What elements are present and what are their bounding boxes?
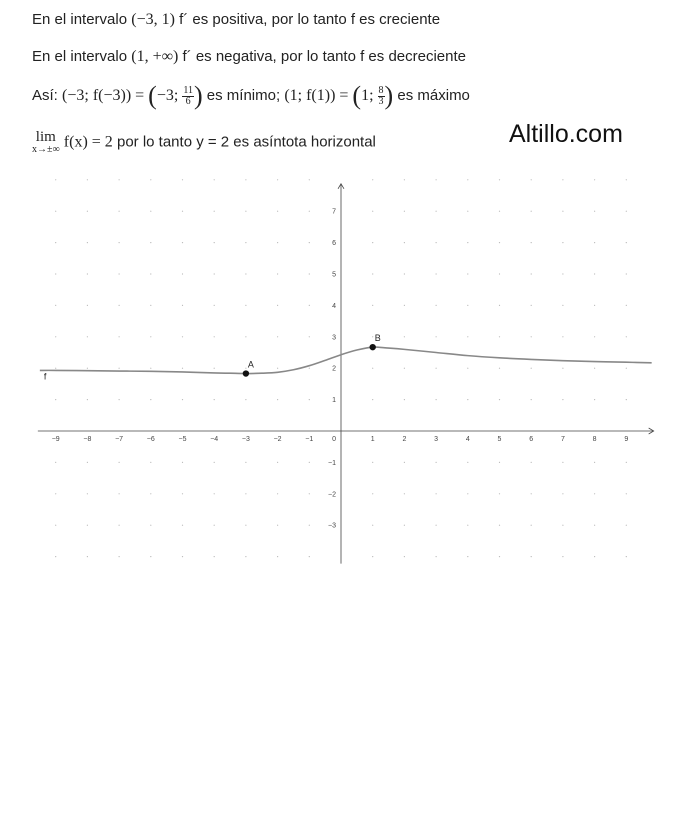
grid-dot	[372, 368, 373, 369]
grid-dot	[55, 462, 56, 463]
grid-dot	[626, 399, 627, 400]
grid-dot	[87, 179, 88, 180]
grid-dot	[372, 462, 373, 463]
x-tick-label: −8	[83, 436, 92, 443]
grid-dot	[562, 336, 563, 337]
grid-dot	[309, 525, 310, 526]
grid-dot	[531, 179, 532, 180]
grid-dot	[499, 556, 500, 557]
y-tick-label: 2	[332, 365, 336, 373]
x-tick-label: −9	[51, 436, 60, 443]
grid-dot	[626, 368, 627, 369]
x-tick-label: −3	[241, 436, 250, 443]
grid-dot	[467, 179, 468, 180]
grid-dot	[499, 368, 500, 369]
grid-dot	[277, 525, 278, 526]
line3-prefix: Así:	[32, 86, 63, 104]
grid-dot	[150, 305, 151, 306]
grid-dot	[467, 556, 468, 557]
y-tick-label: 4	[332, 302, 336, 310]
grid-dot	[245, 242, 246, 243]
grid-dot	[404, 462, 405, 463]
grid-dot	[499, 305, 500, 306]
grid-dot	[309, 242, 310, 243]
grid-dot	[150, 336, 151, 337]
grid-dot	[531, 462, 532, 463]
grid-dot	[119, 336, 120, 337]
grid-dot	[119, 525, 120, 526]
line1-interval: (−3, 1)	[131, 11, 175, 28]
grid-dot	[277, 493, 278, 494]
grid-dot	[562, 211, 563, 212]
grid-dot	[531, 273, 532, 274]
y-tick-label: −3	[328, 522, 336, 530]
limit-expression: f(x) = 2	[63, 133, 113, 151]
grid-dot	[119, 179, 120, 180]
grid-dot	[372, 399, 373, 400]
grid-dot	[594, 525, 595, 526]
grid-dot	[214, 336, 215, 337]
grid-dot	[150, 242, 151, 243]
grid-dot	[594, 179, 595, 180]
watermark-logo: Altillo.com	[509, 120, 623, 148]
axes	[38, 184, 654, 564]
grid-dot	[309, 273, 310, 274]
grid-dot	[626, 556, 627, 557]
grid-dot	[499, 179, 500, 180]
grid-dot	[531, 556, 532, 557]
grid-dot	[467, 493, 468, 494]
grid-dot	[309, 179, 310, 180]
grid-dot	[309, 336, 310, 337]
grid-dot	[87, 493, 88, 494]
grid-dot	[87, 525, 88, 526]
grid-dot	[594, 211, 595, 212]
text-line-creciente	[32, 11, 440, 29]
grid-dot	[150, 179, 151, 180]
line2-prefix: En el intervalo	[32, 48, 132, 65]
fraction-8-3: $\frac{8}{3}$	[378, 84, 384, 107]
grid-dot	[562, 399, 563, 400]
grid-dot	[55, 305, 56, 306]
y-tick-label: 1	[332, 397, 336, 405]
grid-dot	[562, 305, 563, 306]
text-line-asintota	[32, 130, 376, 155]
curves	[40, 347, 652, 381]
grid-dot	[626, 525, 627, 526]
grid-dot	[594, 556, 595, 557]
grid-dot	[214, 368, 215, 369]
grid-dot	[150, 368, 151, 369]
grid-dot	[214, 305, 215, 306]
x-tick-label: −7	[115, 436, 124, 443]
grid-dot	[436, 242, 437, 243]
grid-dot	[214, 179, 215, 180]
grid-dot	[55, 273, 56, 274]
tick-labels	[52, 209, 629, 530]
grid-dot	[87, 368, 88, 369]
grid-dot	[372, 556, 373, 557]
grid-dot	[626, 493, 627, 494]
grid-dot	[562, 462, 563, 463]
line3-max-point: (1; f(1)) =	[284, 86, 353, 104]
grid-dot	[87, 399, 88, 400]
grid-dot	[467, 525, 468, 526]
x-tick-label: −5	[178, 436, 187, 443]
line3-suffix: es máximo	[393, 86, 470, 104]
grid-dot	[531, 368, 532, 369]
grid-dot	[182, 525, 183, 526]
grid-dot	[594, 462, 595, 463]
grid-dot	[119, 273, 120, 274]
grid-dot	[531, 399, 532, 400]
function-graph	[0, 170, 700, 565]
grid-dot	[436, 211, 437, 212]
grid-dot	[119, 399, 120, 400]
grid-dot	[626, 305, 627, 306]
grid-dot	[277, 399, 278, 400]
grid-dot	[372, 179, 373, 180]
grid-dot	[245, 273, 246, 274]
grid-dot	[594, 305, 595, 306]
grid-dot	[150, 525, 151, 526]
grid-dot	[182, 556, 183, 557]
grid-dot	[277, 336, 278, 337]
x-tick-label: −6	[146, 436, 155, 443]
grid-dot	[182, 493, 183, 494]
grid-dot	[562, 179, 563, 180]
grid-dot	[404, 493, 405, 494]
grid-dot	[55, 368, 56, 369]
grid-dot	[277, 179, 278, 180]
grid-dot	[245, 462, 246, 463]
grid-dot	[55, 336, 56, 337]
grid-dot	[55, 211, 56, 212]
grid-dot	[277, 556, 278, 557]
grid-dot	[87, 305, 88, 306]
line3-min-point: (−3; f(−3)) =	[62, 86, 149, 104]
grid-dot	[277, 273, 278, 274]
line2-suffix: f´ es negativa, por lo tanto f es decreciente	[178, 48, 466, 65]
grid-dot	[245, 211, 246, 212]
grid-dot	[594, 336, 595, 337]
y-tick-label: 3	[332, 334, 336, 342]
grid-dot	[372, 493, 373, 494]
x-tick-label: 9	[624, 436, 629, 443]
grid-dot	[214, 242, 215, 243]
grid-dot	[467, 211, 468, 212]
grid-dot	[245, 179, 246, 180]
grid-dot	[87, 211, 88, 212]
grid-dot	[404, 242, 405, 243]
point-label-A: A	[247, 359, 254, 370]
curve-label-f: f	[43, 371, 47, 382]
grid-dot	[404, 305, 405, 306]
grid-dot	[626, 462, 627, 463]
grid-dot	[214, 273, 215, 274]
grid-dot	[55, 242, 56, 243]
grid-dot	[119, 368, 120, 369]
line4-suffix: por lo tanto y = 2 es asíntota horizontal	[112, 133, 376, 151]
line1-prefix: En el intervalo	[32, 11, 132, 28]
points	[243, 333, 381, 377]
grid-dot	[562, 556, 563, 557]
grid-dot	[499, 399, 500, 400]
x-tick-label: 2	[402, 436, 407, 443]
grid-dot	[309, 399, 310, 400]
grid-dot	[436, 556, 437, 557]
grid-dot	[372, 305, 373, 306]
grid-dot	[87, 242, 88, 243]
grid-dot	[626, 179, 627, 180]
line3-max-x: 1;	[361, 86, 378, 104]
grid-dot	[277, 211, 278, 212]
grid-dot	[372, 336, 373, 337]
grid-dot	[404, 273, 405, 274]
grid-dot	[562, 493, 563, 494]
grid-dot	[372, 242, 373, 243]
grid-dot	[55, 399, 56, 400]
grid-dot	[562, 525, 563, 526]
line3-middle: es mínimo;	[202, 86, 285, 104]
grid-dot	[214, 399, 215, 400]
grid-dot	[594, 493, 595, 494]
grid-dot	[87, 556, 88, 557]
grid-dot	[436, 399, 437, 400]
grid-dot	[150, 211, 151, 212]
grid-dot	[594, 273, 595, 274]
grid-dot	[499, 493, 500, 494]
grid-dot	[309, 462, 310, 463]
grid-dot	[119, 305, 120, 306]
grid-dot	[594, 368, 595, 369]
grid-dot	[245, 368, 246, 369]
x-tick-label: 4	[465, 436, 470, 443]
grid-dot	[531, 493, 532, 494]
grid-dot	[182, 336, 183, 337]
grid-dot	[467, 273, 468, 274]
grid-dot	[531, 525, 532, 526]
line3-min-x: −3;	[156, 86, 183, 104]
grid-dot	[277, 462, 278, 463]
grid-dot	[499, 273, 500, 274]
grid-dot	[626, 273, 627, 274]
grid-dot	[182, 211, 183, 212]
grid-dot	[309, 493, 310, 494]
grid-dot	[245, 399, 246, 400]
grid-dot	[436, 179, 437, 180]
grid-dot	[150, 462, 151, 463]
grid-dot	[150, 493, 151, 494]
grid-dot	[55, 556, 56, 557]
grid-dot	[626, 211, 627, 212]
point-B	[370, 344, 376, 350]
grid-dot	[499, 336, 500, 337]
grid-dot	[182, 179, 183, 180]
grid-dot	[436, 525, 437, 526]
grid-dot	[436, 336, 437, 337]
grid-dot	[182, 462, 183, 463]
x-tick-label: −2	[273, 436, 282, 443]
grid-dot	[404, 399, 405, 400]
grid-dot	[277, 305, 278, 306]
grid-dot	[436, 368, 437, 369]
grid-dot	[436, 462, 437, 463]
grid-dot	[531, 336, 532, 337]
grid-dot	[309, 368, 310, 369]
grid-dot	[436, 305, 437, 306]
text-line-decreciente	[32, 48, 466, 66]
y-tick-label: 6	[332, 240, 336, 248]
line1-suffix: f´ es positiva, por lo tanto f es creciente	[174, 11, 441, 28]
grid-dot	[467, 305, 468, 306]
grid-dot	[467, 399, 468, 400]
grid-dot	[499, 242, 500, 243]
grid-dot	[214, 462, 215, 463]
grid-dot	[119, 556, 120, 557]
y-tick-label: −1	[328, 459, 336, 467]
grid-dot	[404, 556, 405, 557]
grid-dot	[562, 368, 563, 369]
y-tick-label: 5	[332, 271, 336, 279]
origin-label: 0	[332, 436, 336, 443]
grid-dot	[277, 368, 278, 369]
grid-dot	[55, 493, 56, 494]
grid-dot	[309, 211, 310, 212]
x-tick-label: −4	[210, 436, 219, 443]
grid-dot	[55, 179, 56, 180]
grid-dot	[182, 305, 183, 306]
grid-dot	[87, 462, 88, 463]
x-tick-label: 7	[560, 436, 565, 443]
grid-dot	[626, 242, 627, 243]
grid-dot	[150, 399, 151, 400]
grid-dot	[277, 242, 278, 243]
grid-dot	[87, 273, 88, 274]
grid-dot	[214, 556, 215, 557]
fraction-11-6: $\frac{11}{6}$	[183, 84, 193, 107]
grid-dot	[404, 525, 405, 526]
limit-notation: lim x→±∞	[32, 129, 60, 155]
grid-dot	[214, 525, 215, 526]
grid-dot	[499, 211, 500, 212]
grid-dot	[182, 368, 183, 369]
grid-dot	[531, 242, 532, 243]
grid-dot	[309, 556, 310, 557]
grid-dot	[404, 336, 405, 337]
point-label-B: B	[374, 333, 381, 344]
grid-dot	[87, 336, 88, 337]
grid-dot	[119, 211, 120, 212]
y-tick-label: −2	[328, 491, 336, 499]
curve-f	[40, 347, 652, 373]
grid-dot	[531, 211, 532, 212]
y-tick-label: 7	[332, 208, 336, 216]
grid-dot	[245, 556, 246, 557]
grid-dot	[436, 273, 437, 274]
x-tick-label: 1	[370, 436, 375, 443]
grid-dot	[372, 211, 373, 212]
x-tick-label: 3	[434, 436, 439, 443]
grid-dot	[404, 368, 405, 369]
grid-dot	[119, 462, 120, 463]
grid-dot	[150, 273, 151, 274]
grid-dot	[245, 305, 246, 306]
grid-dot	[55, 525, 56, 526]
grid-dot	[626, 336, 627, 337]
grid-dot	[119, 242, 120, 243]
grid-dot	[499, 462, 500, 463]
text-line-extremos: Así: (−3; f(−3)) = (−3; $\frac{11}{6}$ ) es mínimo; (1; f(1)) = (1; $\frac{8}{3}$ ) es máximo	[32, 81, 470, 110]
grid-dot	[214, 493, 215, 494]
x-tick-label: 5	[497, 436, 502, 443]
grid-dot	[436, 493, 437, 494]
grid-dot	[562, 242, 563, 243]
grid-dot	[467, 336, 468, 337]
grid-dot	[562, 273, 563, 274]
grid-dot	[594, 399, 595, 400]
x-tick-label: 8	[592, 436, 597, 443]
point-A	[243, 370, 249, 376]
grid-dot	[309, 305, 310, 306]
grid-dot	[182, 273, 183, 274]
grid-dot	[372, 273, 373, 274]
line2-interval: (1, +∞)	[131, 48, 179, 65]
grid-dot	[182, 242, 183, 243]
x-tick-label: 6	[529, 436, 534, 443]
grid-dot	[214, 211, 215, 212]
grid-dot	[499, 525, 500, 526]
grid-dot	[531, 305, 532, 306]
grid-dot	[467, 462, 468, 463]
grid-dot	[245, 336, 246, 337]
grid-dot	[372, 525, 373, 526]
grid-dot	[404, 179, 405, 180]
grid-dot	[404, 211, 405, 212]
grid-dot	[467, 242, 468, 243]
grid-dot	[467, 368, 468, 369]
grid-dot	[245, 525, 246, 526]
grid-dot	[119, 493, 120, 494]
grid-dot	[182, 399, 183, 400]
grid-dot	[150, 556, 151, 557]
grid-dot	[245, 493, 246, 494]
x-tick-label: −1	[305, 436, 314, 443]
grid-dot	[594, 242, 595, 243]
